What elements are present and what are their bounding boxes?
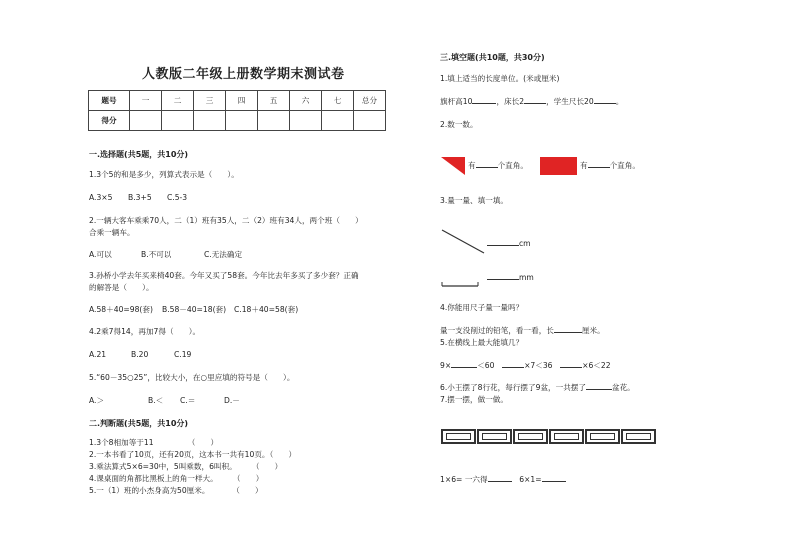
fill-text: 6×1= bbox=[519, 475, 542, 484]
table-cell: 总分 bbox=[354, 91, 386, 111]
score-cell bbox=[258, 111, 290, 131]
red-triangle-shape bbox=[441, 157, 465, 175]
answer-option: C.＝ bbox=[180, 396, 196, 405]
section2-heading: 二.判断题(共5题，共10分) bbox=[89, 419, 189, 428]
table-cell: 七 bbox=[322, 91, 354, 111]
answer-blank[interactable] bbox=[476, 160, 498, 168]
fill-text: 量一支没削过的铅笔，看一看，长 bbox=[440, 326, 554, 335]
fill-text: 有 bbox=[580, 161, 588, 170]
question-text: 2.数一数。 bbox=[440, 120, 478, 129]
stick-box bbox=[477, 429, 512, 444]
section3-heading: 三.填空题(共10题，共30分) bbox=[440, 53, 545, 62]
answer-blank[interactable] bbox=[524, 96, 546, 104]
judgement-item: 5.一（1）班的小杰身高为50厘米。 （ ） bbox=[89, 486, 263, 495]
score-cell bbox=[130, 111, 162, 131]
score-table-score-row bbox=[89, 111, 386, 131]
table-cell: 六 bbox=[290, 91, 322, 111]
fill-text: ＜60 bbox=[477, 361, 495, 370]
answer-option: A.3×5 bbox=[89, 193, 113, 202]
fill-question bbox=[440, 474, 566, 484]
answer-option: A.＞ bbox=[89, 396, 105, 405]
slanted-line-segment bbox=[440, 228, 490, 258]
score-table bbox=[88, 90, 386, 131]
score-cell bbox=[290, 111, 322, 131]
fill-question bbox=[440, 360, 611, 370]
judgement-item: 3.乘法算式5×6=30中，5叫乘数，6叫积。 （ ） bbox=[89, 462, 283, 471]
answer-option: C.19 bbox=[174, 350, 192, 359]
fill-text: 个直角。 bbox=[609, 161, 640, 170]
question-text: 7.摆一摆，做一做。 bbox=[440, 395, 508, 404]
answer-option: C.5-3 bbox=[167, 193, 188, 202]
measure-fill bbox=[487, 238, 531, 248]
question-text: 1.填上适当的长度单位。(米或厘米) bbox=[440, 74, 560, 83]
fill-text: ，床长2 bbox=[496, 97, 525, 106]
answer-option: B.20 bbox=[131, 350, 149, 359]
answer-option: C.无法确定 bbox=[204, 250, 243, 259]
answer-option: A.21 bbox=[89, 350, 107, 359]
answer-blank[interactable] bbox=[487, 238, 519, 246]
answer-blank[interactable] bbox=[586, 382, 612, 390]
table-cell: 一 bbox=[130, 91, 162, 111]
question-text: 的解答是（ ）。 bbox=[89, 283, 154, 292]
answer-option: B.不可以 bbox=[141, 250, 172, 259]
score-table-header-row bbox=[89, 91, 386, 111]
question-text: 4.2乘7得14，再加7得（ ）。 bbox=[89, 327, 201, 336]
answer-option: C.18＋40=58(套) bbox=[234, 305, 299, 314]
answer-option: B.3+5 bbox=[128, 193, 152, 202]
fill-text: ，学生尺长20 bbox=[546, 97, 594, 106]
fill-question bbox=[440, 382, 635, 392]
fill-text: 6.小王摆了8行花，每行摆了9盆，一共摆了 bbox=[440, 383, 586, 392]
answer-blank[interactable] bbox=[502, 360, 524, 368]
question-text: 1.3个5的和是多少，列算式表示是（ ）。 bbox=[89, 170, 239, 179]
fill-text: 。 bbox=[615, 97, 624, 106]
question-text: 5.“60－35○25”，比较大小，在○里应填的符号是（ ）。 bbox=[89, 373, 295, 382]
table-cell: 三 bbox=[194, 91, 226, 111]
section1-heading: 一.选择题(共5题，共10分) bbox=[89, 150, 189, 159]
stick-boxes bbox=[441, 429, 657, 444]
fill-text: 厘米。 bbox=[581, 326, 605, 335]
score-cell bbox=[354, 111, 386, 131]
fill-text: 有 bbox=[468, 161, 476, 170]
fill-question bbox=[440, 96, 623, 106]
fill-text: 9× bbox=[440, 361, 452, 370]
answer-blank[interactable] bbox=[472, 96, 496, 104]
answer-blank[interactable] bbox=[588, 160, 610, 168]
stick-box bbox=[441, 429, 476, 444]
question-text: 3.孙桥小学去年买来椅40套。今年又买了58套。今年比去年多买了多少套？正确 bbox=[89, 271, 359, 280]
answer-blank[interactable] bbox=[542, 474, 566, 482]
judgement-item: 1.3个8相加等于11 （ ） bbox=[89, 438, 219, 447]
table-cell: 得分 bbox=[89, 111, 130, 131]
answer-option: D.－ bbox=[224, 396, 240, 405]
question-text: 3.量一量、填一填。 bbox=[440, 196, 508, 205]
fill-text: 旗杆高10 bbox=[440, 97, 473, 106]
score-cell bbox=[226, 111, 258, 131]
horizontal-line-segment bbox=[440, 276, 482, 288]
unit-label: cm bbox=[519, 239, 531, 248]
table-cell: 四 bbox=[226, 91, 258, 111]
score-cell bbox=[322, 111, 354, 131]
red-rectangle-shape bbox=[540, 157, 577, 175]
answer-blank[interactable] bbox=[594, 96, 616, 104]
fill-question bbox=[440, 325, 605, 335]
answer-option: B.＜ bbox=[148, 396, 164, 405]
answer-blank[interactable] bbox=[488, 474, 512, 482]
fill-text: 一六得 bbox=[464, 475, 488, 484]
stick-box bbox=[513, 429, 548, 444]
unit-label: mm bbox=[519, 273, 534, 282]
fill-text: ×7＜36 bbox=[524, 361, 553, 370]
answer-blank[interactable] bbox=[487, 272, 519, 280]
question-text: 合乘一辆车。 bbox=[89, 228, 135, 237]
fill-text: 个直角。 bbox=[497, 161, 528, 170]
judgement-item: 2.一本书看了10页，还有20页，这本书一共有10页。（ ） bbox=[89, 450, 297, 459]
fill-text: ×6＜22 bbox=[582, 361, 611, 370]
stick-box bbox=[621, 429, 656, 444]
fill-text: 盆花。 bbox=[612, 383, 635, 392]
stick-box bbox=[585, 429, 620, 444]
table-cell: 二 bbox=[162, 91, 194, 111]
fill-question bbox=[580, 160, 640, 170]
table-cell: 题号 bbox=[89, 91, 130, 111]
score-cell bbox=[162, 111, 194, 131]
answer-blank[interactable] bbox=[560, 360, 582, 368]
judgement-item: 4.课桌面的角都比黑板上的角一样大。 （ ） bbox=[89, 474, 264, 483]
question-text: 2.一辆大客车乘乘70人，二（1）班有35人，二（2）班有34人，两个班（ ） bbox=[89, 216, 363, 225]
question-text: 4.你能用尺子量一量吗？ bbox=[440, 303, 524, 312]
measure-fill bbox=[487, 272, 534, 282]
question-text: 5.在横线上最大能填几？ bbox=[440, 338, 524, 347]
answer-option: B.58－40=18(套) bbox=[162, 305, 227, 314]
answer-option: A.可以 bbox=[89, 250, 112, 259]
fill-text: 1×6= bbox=[440, 475, 463, 484]
answer-blank[interactable] bbox=[451, 360, 477, 368]
score-cell bbox=[194, 111, 226, 131]
table-cell: 五 bbox=[258, 91, 290, 111]
answer-option: A.58＋40=98(套) bbox=[89, 305, 153, 314]
answer-blank[interactable] bbox=[554, 325, 582, 333]
stick-box bbox=[549, 429, 584, 444]
fill-question bbox=[468, 160, 528, 170]
page-title: 人教版二年级上册数学期末测试卷 bbox=[142, 67, 345, 82]
